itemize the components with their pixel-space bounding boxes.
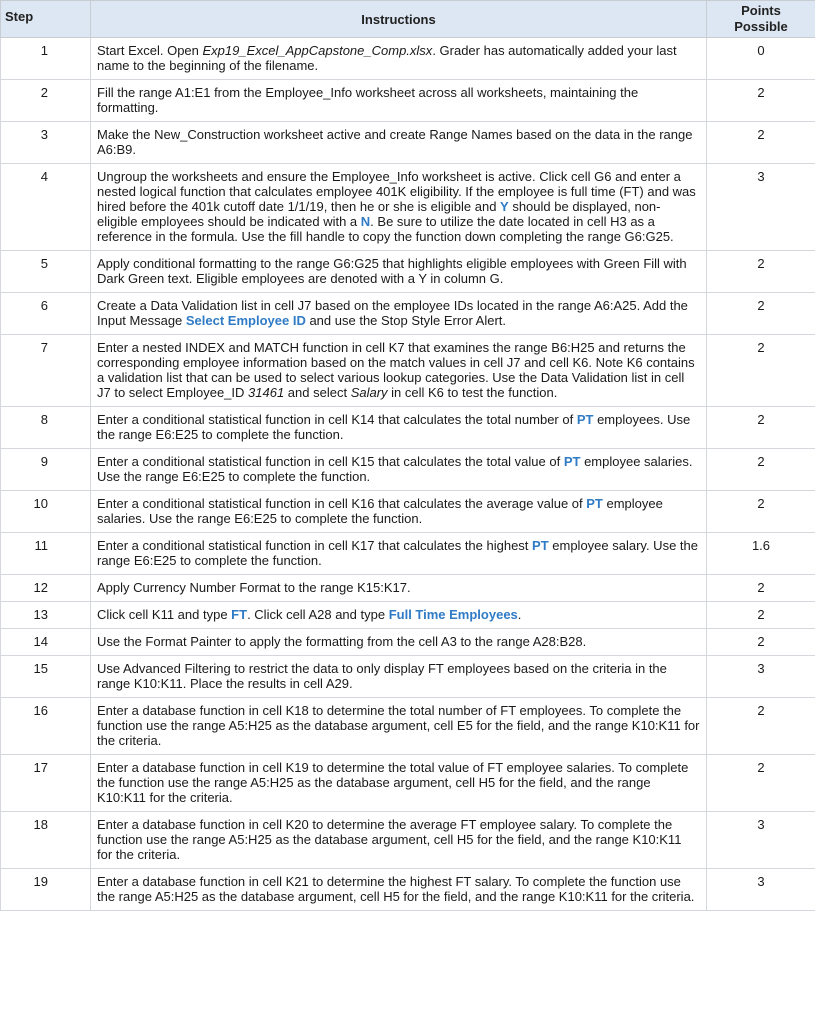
step-number: 17: [1, 755, 91, 812]
table-row: [1, 602, 815, 629]
instruction-segment: Enter a database function in cell K18 to determine the total number of FT employees. To complete the function use the range A5:H25 as the database argument, cell E5 for the field, and the range K10:K11 for the criteria.: [97, 703, 700, 748]
points-possible: 2: [707, 491, 815, 533]
table-row: [1, 575, 815, 602]
step-number: 10: [1, 491, 91, 533]
instruction-text: [91, 335, 707, 407]
table-row: [1, 812, 815, 869]
points-possible: 2: [707, 335, 815, 407]
italic-text: Salary: [350, 385, 388, 400]
table-row: [1, 38, 815, 80]
instruction-text: [91, 575, 707, 602]
instruction-text: [91, 251, 707, 293]
step-number: 9: [1, 449, 91, 491]
points-possible: 1.6: [707, 533, 815, 575]
instruction-segment: Start Excel. Open: [97, 43, 203, 58]
points-possible: 0: [707, 38, 815, 80]
points-possible: 2: [707, 602, 815, 629]
instruction-segment: Make the New_Construction worksheet active and create Range Names based on the data in the range A6:B9.: [97, 127, 693, 157]
step-number: 1: [1, 38, 91, 80]
instruction-segment: Apply conditional formatting to the range G6:G25 that highlights eligible employees with Green Fill with Dark Green text. Eligible employees are denoted with a Y in column G.: [97, 256, 687, 286]
instruction-segment: . Grader has automatically added your last name to the beginning of the filename.: [97, 43, 677, 73]
italic-text: Exp19_Excel_AppCapstone_Comp.xlsx: [202, 43, 433, 58]
table-row: [1, 80, 815, 122]
step-number: 16: [1, 698, 91, 755]
instruction-segment: Enter a conditional statistical function in cell K16 that calculates the average value of: [97, 496, 587, 511]
points-possible: 2: [707, 575, 815, 602]
highlighted-text: Select Employee ID: [185, 313, 306, 328]
step-number: 13: [1, 602, 91, 629]
highlighted-text: PT: [563, 454, 581, 469]
header-instructions: Instructions: [91, 1, 707, 38]
step-number: 11: [1, 533, 91, 575]
instruction-text: [91, 38, 707, 80]
points-possible: 2: [707, 449, 815, 491]
instruction-text: [91, 491, 707, 533]
table-row: [1, 449, 815, 491]
instruction-segment: Enter a conditional statistical function in cell K17 that calculates the highest: [97, 538, 533, 553]
points-possible: 2: [707, 293, 815, 335]
instruction-segment: Fill the range A1:E1 from the Employee_Info worksheet across all worksheets, maintaining the formatting.: [97, 85, 639, 115]
table-row: [1, 293, 815, 335]
step-number: 18: [1, 812, 91, 869]
highlighted-text: Y: [500, 199, 509, 214]
step-number: 2: [1, 80, 91, 122]
header-points-line2: Possible: [734, 19, 788, 34]
instruction-text: [91, 122, 707, 164]
step-number: 19: [1, 869, 91, 911]
instruction-text: [91, 755, 707, 812]
table-row: [1, 407, 815, 449]
instruction-text: [91, 407, 707, 449]
instruction-segment: Apply Currency Number Format to the range K15:K17.: [97, 580, 411, 595]
header-points-line1: Points: [741, 3, 781, 18]
points-possible: 2: [707, 755, 815, 812]
step-number: 5: [1, 251, 91, 293]
instruction-text: [91, 656, 707, 698]
instruction-segment: Enter a database function in cell K19 to determine the total value of FT employee salaries. To complete the function use the range A5:H25 as the database argument, cell H5 for the field, and the range K10:K11 for the criteria.: [97, 760, 689, 805]
instruction-segment: should be displayed, non-eligible employees should be indicated with a: [97, 199, 661, 229]
instruction-text: [91, 164, 707, 251]
instruction-segment: Ungroup the worksheets and ensure the Employee_Info worksheet is active. Click cell G6 and enter a nested logical function that calculates employee 401K eligibility. If the employee is full time (FT) and was hired before the 401k cutoff date 1/1/19, then he or she is eligible and: [97, 169, 696, 214]
points-possible: 3: [707, 812, 815, 869]
table-row: [1, 533, 815, 575]
instruction-segment: and use the Stop Style Error Alert.: [305, 313, 507, 328]
header-row: [1, 1, 815, 38]
instruction-segment: Enter a conditional statistical function in cell K14 that calculates the total number of: [97, 412, 577, 427]
points-possible: 2: [707, 251, 815, 293]
instruction-segment: . Be sure to utilize the date located in cell H3 as a reference in the formula. Use the fill handle to copy the function down completing the range G6:G25.: [97, 214, 674, 244]
points-possible: 3: [707, 656, 815, 698]
instruction-segment: Click cell K11 and type: [97, 607, 232, 622]
italic-text: 31461: [248, 385, 285, 400]
step-number: 8: [1, 407, 91, 449]
highlighted-text: PT: [532, 538, 549, 553]
step-number: 12: [1, 575, 91, 602]
instruction-segment: . Click cell A28 and type: [247, 607, 389, 622]
instruction-text: [91, 698, 707, 755]
instruction-segment: Enter a database function in cell K20 to determine the average FT employee salary. To complete the function use the range A5:H25 as the database argument, cell H5 for the field, and the range K10:K11 for the criteria.: [97, 817, 682, 862]
table-row: [1, 629, 815, 656]
instruction-text: [91, 812, 707, 869]
header-step: Step: [1, 1, 91, 38]
instruction-segment: in cell K6 to test the function.: [387, 385, 558, 400]
highlighted-text: PT: [576, 412, 594, 427]
instruction-text: [91, 629, 707, 656]
step-number: 6: [1, 293, 91, 335]
highlighted-text: Full Time Employees: [388, 607, 518, 622]
points-possible: 3: [707, 164, 815, 251]
points-possible: 3: [707, 869, 815, 911]
instruction-segment: and select: [284, 385, 351, 400]
table-body: [1, 38, 815, 911]
instruction-text: [91, 602, 707, 629]
points-possible: 2: [707, 122, 815, 164]
highlighted-text: FT: [231, 607, 248, 622]
points-possible: 2: [707, 698, 815, 755]
instruction-segment: employee salaries. Use the range E6:E25 to complete the function.: [97, 496, 663, 526]
table-row: [1, 122, 815, 164]
instruction-segment: Enter a database function in cell K21 to determine the highest FT salary. To complete the function use the range A5:H25 as the database argument, cell H5 for the field, and the range K10:K11 for the criteria.: [97, 874, 695, 904]
instruction-segment: .: [517, 607, 522, 622]
step-number: 15: [1, 656, 91, 698]
step-number: 3: [1, 122, 91, 164]
instruction-segment: Use Advanced Filtering to restrict the data to only display FT employees based on the criteria in the range K10:K11. Place the results in cell A29.: [97, 661, 667, 691]
table-row: [1, 251, 815, 293]
instruction-text: [91, 293, 707, 335]
instruction-text: [91, 80, 707, 122]
step-number: 7: [1, 335, 91, 407]
table-row: [1, 656, 815, 698]
step-number: 14: [1, 629, 91, 656]
points-possible: 2: [707, 407, 815, 449]
instruction-segment: Enter a conditional statistical function in cell K15 that calculates the total value of: [97, 454, 564, 469]
table-row: [1, 164, 815, 251]
instruction-segment: employees. Use the range E6:E25 to complete the function.: [97, 412, 691, 442]
instruction-text: [91, 449, 707, 491]
table-row: [1, 335, 815, 407]
header-points-possible: [707, 1, 815, 38]
table-row: [1, 869, 815, 911]
points-possible: 2: [707, 80, 815, 122]
instruction-segment: employee salaries. Use the range E6:E25 to complete the function.: [97, 454, 693, 484]
points-possible: 2: [707, 629, 815, 656]
step-number: 4: [1, 164, 91, 251]
instruction-text: [91, 533, 707, 575]
table-row: [1, 698, 815, 755]
instruction-segment: employee salary. Use the range E6:E25 to complete the function.: [97, 538, 698, 568]
instruction-text: [91, 869, 707, 911]
instruction-segment: Create a Data Validation list in cell J7 based on the employee IDs located in the range A6:A25. Add the Input Message: [97, 298, 688, 328]
table-row: [1, 755, 815, 812]
instruction-segment: Enter a nested INDEX and MATCH function in cell K7 that examines the range B6:H25 and returns the corresponding employee information based on the match values in cell J7 and cell K6. Note K6 contains a validation list that can be used to select various lookup categories. Use the Data Validation list in cell J7 to select Employee_ID: [97, 340, 695, 400]
instruction-segment: Use the Format Painter to apply the formatting from the cell A3 to the range A28:B28.: [97, 634, 587, 649]
highlighted-text: N: [360, 214, 371, 229]
table-row: [1, 491, 815, 533]
highlighted-text: PT: [586, 496, 603, 511]
